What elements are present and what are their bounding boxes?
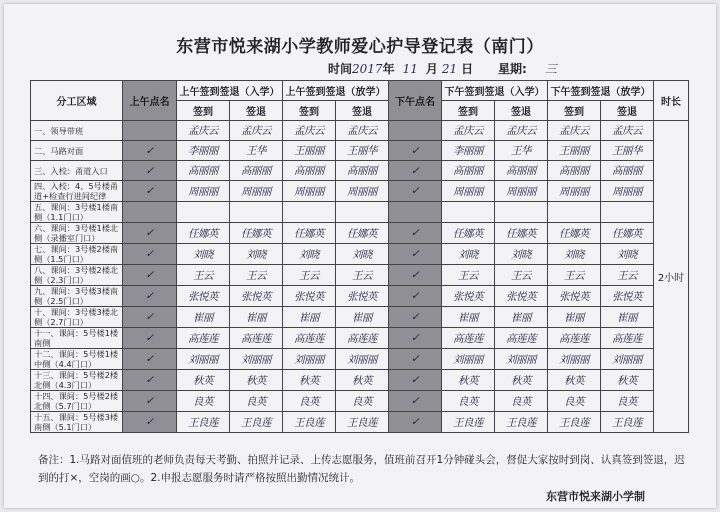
signin-signature: 高莲莲 bbox=[548, 328, 601, 349]
time-label: 时间 bbox=[328, 62, 353, 76]
signin-signature: 周丽丽 bbox=[548, 181, 601, 202]
col-sign-out: 签退 bbox=[601, 101, 654, 121]
signin-signature: 高莲莲 bbox=[283, 328, 336, 349]
table-row bbox=[31, 307, 689, 328]
table-row bbox=[31, 161, 689, 181]
area-cell: 十四、课间：5号楼2楼北侧（5.7门口） bbox=[31, 391, 123, 412]
signin-signature: 孟庆云 bbox=[548, 121, 601, 141]
am-roll-cell: ✓ bbox=[123, 181, 177, 202]
col-am-roll: 上午点名 bbox=[123, 81, 177, 121]
signin-signature: 良英 bbox=[177, 391, 230, 412]
table-row bbox=[31, 141, 689, 161]
am-roll-cell: ✓ bbox=[123, 328, 177, 349]
area-cell: 十一、课间：5号楼1楼南侧 bbox=[31, 328, 123, 349]
signout-signature: 高莲莲 bbox=[230, 328, 283, 349]
header-row-1 bbox=[31, 81, 689, 101]
signout-signature: 任娜英 bbox=[230, 223, 283, 244]
pm-roll-cell: ✓ bbox=[389, 391, 442, 412]
signout-signature: 高莲莲 bbox=[601, 328, 654, 349]
signin-signature: 王良莲 bbox=[442, 412, 495, 433]
signout-signature: 高丽丽 bbox=[601, 161, 654, 181]
am-roll-cell: ✓ bbox=[123, 391, 177, 412]
col-sign-out: 签退 bbox=[230, 101, 283, 121]
signout-signature: 崔丽 bbox=[336, 307, 389, 328]
col-pm-in: 下午签到签退（入学） bbox=[442, 81, 548, 101]
signin-signature: 高莲莲 bbox=[442, 328, 495, 349]
signout-signature: 王云 bbox=[601, 265, 654, 286]
signout-signature: 良英 bbox=[601, 391, 654, 412]
signout-signature: 刘丽丽 bbox=[601, 349, 654, 370]
signin-signature: 任娜英 bbox=[548, 223, 601, 244]
signin-signature: 孟庆云 bbox=[283, 121, 336, 141]
table-row bbox=[31, 265, 689, 286]
col-sign-in: 签到 bbox=[548, 101, 601, 121]
signout-signature: 王华 bbox=[495, 141, 548, 161]
am-roll-cell: ✓ bbox=[123, 265, 177, 286]
area-cell: 六、课间：3号楼1楼北侧（录播室门口） bbox=[31, 223, 123, 244]
signin-signature: 周丽丽 bbox=[177, 181, 230, 202]
signin-signature bbox=[548, 202, 601, 223]
signout-signature: 周丽丽 bbox=[336, 181, 389, 202]
signout-signature: 孟庆云 bbox=[601, 121, 654, 141]
signin-signature: 周丽丽 bbox=[283, 181, 336, 202]
signout-signature: 王华 bbox=[230, 141, 283, 161]
signin-signature: 崔丽 bbox=[442, 307, 495, 328]
signin-signature: 秋英 bbox=[548, 370, 601, 391]
area-cell: 二、马路对面 bbox=[31, 141, 123, 161]
signout-signature: 周丽丽 bbox=[601, 181, 654, 202]
month-value: 11 bbox=[402, 62, 418, 76]
signin-signature: 孟庆云 bbox=[442, 121, 495, 141]
signout-signature: 任娜英 bbox=[336, 223, 389, 244]
am-roll-cell: ✓ bbox=[123, 370, 177, 391]
area-cell: 十三、课间：5号楼2楼北侧（4.3门口） bbox=[31, 370, 123, 391]
signout-signature: 崔丽 bbox=[230, 307, 283, 328]
pm-roll-cell: ✓ bbox=[389, 349, 442, 370]
signin-signature: 高丽丽 bbox=[548, 161, 601, 181]
col-area: 分工区域 bbox=[31, 81, 123, 121]
area-cell: 三、入校：甬道入口 bbox=[31, 161, 123, 181]
signin-signature: 孟庆云 bbox=[177, 121, 230, 141]
signin-signature: 秋英 bbox=[442, 370, 495, 391]
signout-signature: 任娜英 bbox=[495, 223, 548, 244]
signout-signature: 刘丽丽 bbox=[230, 349, 283, 370]
col-sign-in: 签到 bbox=[442, 101, 495, 121]
signout-signature: 张悦英 bbox=[601, 286, 654, 307]
signout-signature: 秋英 bbox=[336, 370, 389, 391]
signout-signature: 张悦英 bbox=[336, 286, 389, 307]
signout-signature: 刘晓 bbox=[601, 244, 654, 265]
col-sign-out: 签退 bbox=[495, 101, 548, 121]
am-roll-cell: ✓ bbox=[123, 286, 177, 307]
area-cell: 十二、课间：5号楼1楼中侧（4.4门口） bbox=[31, 349, 123, 370]
page-title: 东营市悦来湖小学教师爱心护导登记表（南门） bbox=[176, 37, 544, 57]
signin-signature: 高丽丽 bbox=[177, 161, 230, 181]
table-row bbox=[31, 223, 689, 244]
issuer-footer: 东营市悦来湖小学制 bbox=[546, 490, 645, 503]
signout-signature: 孟庆云 bbox=[230, 121, 283, 141]
signin-signature: 任娜英 bbox=[177, 223, 230, 244]
area-cell: 四、入校：4、5号楼甬道+检查行进间纪律 bbox=[31, 181, 123, 202]
signin-signature: 张悦英 bbox=[442, 286, 495, 307]
am-roll-cell: ✓ bbox=[123, 349, 177, 370]
weekday-value: 三 bbox=[544, 62, 557, 76]
signin-signature: 良英 bbox=[548, 391, 601, 412]
signin-signature: 刘丽丽 bbox=[442, 349, 495, 370]
signout-signature bbox=[601, 202, 654, 223]
table-row bbox=[31, 349, 689, 370]
signin-signature: 秋英 bbox=[283, 370, 336, 391]
weekday-label: 星期: bbox=[498, 62, 527, 76]
signout-signature: 刘晓 bbox=[230, 244, 283, 265]
date-field bbox=[328, 60, 473, 77]
signin-signature: 刘晓 bbox=[548, 244, 601, 265]
signout-signature: 张悦英 bbox=[495, 286, 548, 307]
table-row bbox=[31, 181, 689, 202]
pm-roll-cell bbox=[389, 121, 442, 141]
signin-signature: 任娜英 bbox=[283, 223, 336, 244]
col-am-out: 上午签到签退（放学） bbox=[283, 81, 389, 101]
table-row bbox=[31, 202, 689, 223]
signin-signature: 张悦英 bbox=[177, 286, 230, 307]
pm-roll-cell: ✓ bbox=[389, 265, 442, 286]
signin-signature: 高丽丽 bbox=[442, 161, 495, 181]
pm-roll-cell: ✓ bbox=[389, 286, 442, 307]
table-row bbox=[31, 286, 689, 307]
pm-roll-cell: ✓ bbox=[389, 223, 442, 244]
remarks-note: 备注：1.马路对面值班的老师负责每天考勤、拍照并记录、上传志愿服务，值班前召开1分钟碰头会，督促大家按时到岗、认真签到签退，迟到的打×，空岗的画○。2.申报志愿服务时请严格按照出勤情况统计。 bbox=[38, 454, 685, 484]
pm-roll-cell: ✓ bbox=[389, 307, 442, 328]
col-pm-out: 下午签到签退（放学） bbox=[548, 81, 654, 101]
signout-signature: 孟庆云 bbox=[495, 121, 548, 141]
signin-signature: 高丽丽 bbox=[283, 161, 336, 181]
signout-signature: 王云 bbox=[336, 265, 389, 286]
signin-signature: 高莲莲 bbox=[177, 328, 230, 349]
signin-signature: 王丽丽 bbox=[548, 141, 601, 161]
signin-signature: 任娜英 bbox=[442, 223, 495, 244]
signout-signature: 王良莲 bbox=[336, 412, 389, 433]
signin-signature: 李丽丽 bbox=[442, 141, 495, 161]
signin-signature: 刘丽丽 bbox=[548, 349, 601, 370]
pm-roll-cell: ✓ bbox=[389, 181, 442, 202]
area-cell: 十、课间：3号楼3楼北侧（2.7门口） bbox=[31, 307, 123, 328]
signin-signature: 刘晓 bbox=[442, 244, 495, 265]
signin-signature: 张悦英 bbox=[283, 286, 336, 307]
am-roll-cell: ✓ bbox=[123, 244, 177, 265]
signout-signature: 崔丽 bbox=[601, 307, 654, 328]
signin-signature: 王良莲 bbox=[283, 412, 336, 433]
col-duration: 时长 bbox=[654, 81, 689, 121]
signin-signature: 崔丽 bbox=[177, 307, 230, 328]
col-sign-in: 签到 bbox=[283, 101, 336, 121]
signin-signature: 周丽丽 bbox=[442, 181, 495, 202]
table-row bbox=[31, 328, 689, 349]
area-cell: 十五、课间：5号楼3楼南侧（5.1门口） bbox=[31, 412, 123, 433]
signout-signature: 王良莲 bbox=[230, 412, 283, 433]
year-value: 2017 bbox=[352, 62, 383, 76]
am-roll-cell bbox=[123, 202, 177, 223]
signout-signature: 高丽丽 bbox=[495, 161, 548, 181]
signout-signature: 良英 bbox=[336, 391, 389, 412]
signout-signature: 张悦英 bbox=[230, 286, 283, 307]
signout-signature: 刘晓 bbox=[495, 244, 548, 265]
signout-signature: 任娜英 bbox=[601, 223, 654, 244]
col-am-in: 上午签到签退（入学） bbox=[177, 81, 283, 101]
signin-signature: 李丽丽 bbox=[177, 141, 230, 161]
signin-signature: 秋英 bbox=[177, 370, 230, 391]
signin-signature: 张悦英 bbox=[548, 286, 601, 307]
table-row bbox=[31, 370, 689, 391]
signin-signature: 良英 bbox=[283, 391, 336, 412]
signout-signature: 高丽丽 bbox=[336, 161, 389, 181]
signout-signature: 刘晓 bbox=[336, 244, 389, 265]
roster-body bbox=[31, 121, 689, 433]
area-cell: 七、课间：3号楼2楼南侧（1.5门口） bbox=[31, 244, 123, 265]
signin-signature: 王云 bbox=[177, 265, 230, 286]
signout-signature: 秋英 bbox=[601, 370, 654, 391]
signout-signature: 王云 bbox=[230, 265, 283, 286]
signout-signature bbox=[336, 202, 389, 223]
area-cell: 九、课间：3号楼3楼南侧（2.5门口） bbox=[31, 286, 123, 307]
signin-signature: 王良莲 bbox=[177, 412, 230, 433]
table-row bbox=[31, 121, 689, 141]
signin-signature: 刘丽丽 bbox=[283, 349, 336, 370]
pm-roll-cell: ✓ bbox=[389, 412, 442, 433]
signout-signature bbox=[495, 202, 548, 223]
col-sign-out: 签退 bbox=[336, 101, 389, 121]
col-pm-roll: 下午点名 bbox=[389, 81, 442, 121]
am-roll-cell: ✓ bbox=[123, 223, 177, 244]
signout-signature bbox=[230, 202, 283, 223]
area-cell: 一、领导带班 bbox=[31, 121, 123, 141]
day-unit: 日 bbox=[461, 62, 474, 76]
signin-signature bbox=[177, 202, 230, 223]
table-row bbox=[31, 412, 689, 433]
signout-signature: 王良莲 bbox=[495, 412, 548, 433]
day-value: 21 bbox=[441, 62, 458, 76]
signin-signature bbox=[283, 202, 336, 223]
am-roll-cell: ✓ bbox=[123, 141, 177, 161]
pm-roll-cell: ✓ bbox=[389, 328, 442, 349]
signin-signature: 良英 bbox=[442, 391, 495, 412]
signout-signature: 良英 bbox=[495, 391, 548, 412]
table-row bbox=[31, 391, 689, 412]
signin-signature: 刘晓 bbox=[177, 244, 230, 265]
signout-signature: 秋英 bbox=[495, 370, 548, 391]
pm-roll-cell: ✓ bbox=[389, 161, 442, 181]
signin-signature: 王丽丽 bbox=[283, 141, 336, 161]
table-row bbox=[31, 244, 689, 265]
pm-roll-cell bbox=[389, 202, 442, 223]
signout-signature: 良英 bbox=[230, 391, 283, 412]
signout-signature: 刘丽丽 bbox=[495, 349, 548, 370]
am-roll-cell: ✓ bbox=[123, 412, 177, 433]
signout-signature: 王丽华 bbox=[601, 141, 654, 161]
am-roll-cell bbox=[123, 121, 177, 141]
signin-signature: 崔丽 bbox=[548, 307, 601, 328]
signout-signature: 周丽丽 bbox=[495, 181, 548, 202]
signin-signature: 刘丽丽 bbox=[177, 349, 230, 370]
signin-signature: 王云 bbox=[548, 265, 601, 286]
am-roll-cell: ✓ bbox=[123, 307, 177, 328]
signout-signature: 崔丽 bbox=[495, 307, 548, 328]
pm-roll-cell: ✓ bbox=[389, 370, 442, 391]
month-unit: 月 bbox=[425, 62, 438, 76]
col-sign-in: 签到 bbox=[177, 101, 230, 121]
duration-cell: 2小时 bbox=[654, 121, 689, 433]
pm-roll-cell: ✓ bbox=[389, 244, 442, 265]
signout-signature: 刘丽丽 bbox=[336, 349, 389, 370]
signout-signature: 王良莲 bbox=[601, 412, 654, 433]
area-cell: 五、课间：3号楼1楼南侧（1.1门口） bbox=[31, 202, 123, 223]
signout-signature: 高丽丽 bbox=[230, 161, 283, 181]
signout-signature: 周丽丽 bbox=[230, 181, 283, 202]
signout-signature: 王丽华 bbox=[336, 141, 389, 161]
signin-signature bbox=[442, 202, 495, 223]
area-cell: 八、课间：3号楼2楼北侧（2.3门口） bbox=[31, 265, 123, 286]
signin-signature: 崔丽 bbox=[283, 307, 336, 328]
weekday-field bbox=[498, 60, 557, 77]
signout-signature: 高莲莲 bbox=[336, 328, 389, 349]
pm-roll-cell: ✓ bbox=[389, 141, 442, 161]
signin-signature: 王良莲 bbox=[548, 412, 601, 433]
signin-signature: 刘晓 bbox=[283, 244, 336, 265]
roster-table bbox=[30, 80, 689, 433]
registration-sheet bbox=[4, 4, 716, 508]
signout-signature: 高莲莲 bbox=[495, 328, 548, 349]
year-unit: 年 bbox=[382, 62, 395, 76]
signin-signature: 王云 bbox=[283, 265, 336, 286]
signout-signature: 孟庆云 bbox=[336, 121, 389, 141]
signout-signature: 秋英 bbox=[230, 370, 283, 391]
signin-signature: 王云 bbox=[442, 265, 495, 286]
signout-signature: 王云 bbox=[495, 265, 548, 286]
am-roll-cell: ✓ bbox=[123, 161, 177, 181]
